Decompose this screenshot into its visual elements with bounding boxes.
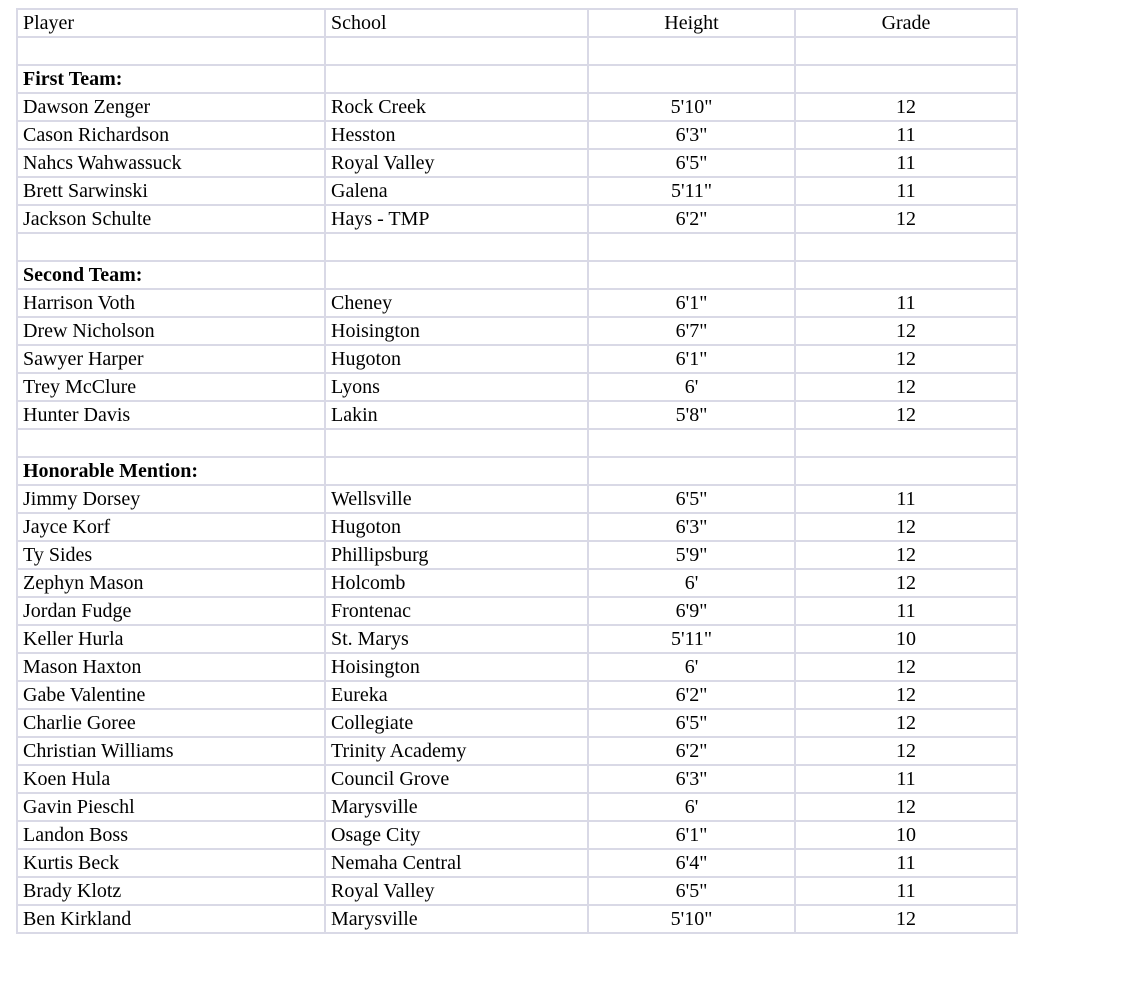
header-height: Height <box>588 9 795 37</box>
player-grade: 12 <box>795 401 1017 429</box>
school-name: St. Marys <box>325 625 588 653</box>
player-height: 5'10" <box>588 905 795 933</box>
player-grade: 10 <box>795 821 1017 849</box>
school-name: Hesston <box>325 121 588 149</box>
school-name: Collegiate <box>325 709 588 737</box>
table-row <box>17 737 1017 765</box>
player-height: 5'11" <box>588 177 795 205</box>
player-name: Dawson Zenger <box>17 93 325 121</box>
player-height: 6'2" <box>588 205 795 233</box>
player-grade: 12 <box>795 93 1017 121</box>
school-name: Council Grove <box>325 765 588 793</box>
header-school: School <box>325 9 588 37</box>
header-grade: Grade <box>795 9 1017 37</box>
school-name: Galena <box>325 177 588 205</box>
player-height: 6'5" <box>588 149 795 177</box>
player-height: 6'7" <box>588 317 795 345</box>
roster-table <box>16 8 1018 934</box>
section-title: Second Team: <box>17 261 325 289</box>
player-grade: 12 <box>795 709 1017 737</box>
player-name: Cason Richardson <box>17 121 325 149</box>
table-row <box>17 681 1017 709</box>
table-row <box>17 541 1017 569</box>
empty-cell <box>795 261 1017 289</box>
school-name: Nemaha Central <box>325 849 588 877</box>
school-name: Royal Valley <box>325 149 588 177</box>
player-name: Koen Hula <box>17 765 325 793</box>
player-grade: 12 <box>795 373 1017 401</box>
spacer-row <box>17 429 1017 457</box>
spacer-row <box>17 37 1017 65</box>
player-height: 6'3" <box>588 121 795 149</box>
empty-cell <box>588 233 795 261</box>
table-row <box>17 653 1017 681</box>
player-height: 6'1" <box>588 289 795 317</box>
player-name: Drew Nicholson <box>17 317 325 345</box>
section-title: Honorable Mention: <box>17 457 325 485</box>
school-name: Hoisington <box>325 653 588 681</box>
player-grade: 11 <box>795 177 1017 205</box>
table-row <box>17 205 1017 233</box>
player-name: Hunter Davis <box>17 401 325 429</box>
player-name: Kurtis Beck <box>17 849 325 877</box>
player-height: 6' <box>588 793 795 821</box>
section-heading-row <box>17 457 1017 485</box>
empty-cell <box>325 65 588 93</box>
header-player: Player <box>17 9 325 37</box>
player-grade: 12 <box>795 345 1017 373</box>
player-height: 5'8" <box>588 401 795 429</box>
player-height: 6'3" <box>588 513 795 541</box>
player-grade: 12 <box>795 681 1017 709</box>
school-name: Rock Creek <box>325 93 588 121</box>
player-height: 6'5" <box>588 485 795 513</box>
player-height: 6'5" <box>588 877 795 905</box>
table-row <box>17 345 1017 373</box>
player-grade: 12 <box>795 569 1017 597</box>
player-name: Brett Sarwinski <box>17 177 325 205</box>
player-grade: 11 <box>795 485 1017 513</box>
empty-cell <box>588 457 795 485</box>
player-name: Harrison Voth <box>17 289 325 317</box>
player-height: 6'9" <box>588 597 795 625</box>
player-grade: 12 <box>795 513 1017 541</box>
empty-cell <box>795 457 1017 485</box>
player-name: Jimmy Dorsey <box>17 485 325 513</box>
player-name: Ty Sides <box>17 541 325 569</box>
table-row <box>17 877 1017 905</box>
school-name: Marysville <box>325 793 588 821</box>
player-name: Landon Boss <box>17 821 325 849</box>
player-name: Brady Klotz <box>17 877 325 905</box>
player-height: 5'10" <box>588 93 795 121</box>
empty-cell <box>795 37 1017 65</box>
player-height: 6'2" <box>588 681 795 709</box>
player-name: Zephyn Mason <box>17 569 325 597</box>
table-row <box>17 149 1017 177</box>
empty-cell <box>795 233 1017 261</box>
table-row <box>17 485 1017 513</box>
school-name: Hoisington <box>325 317 588 345</box>
table-row <box>17 93 1017 121</box>
table-row <box>17 401 1017 429</box>
section-heading-row <box>17 261 1017 289</box>
player-name: Sawyer Harper <box>17 345 325 373</box>
empty-cell <box>588 429 795 457</box>
player-height: 6'1" <box>588 821 795 849</box>
empty-cell <box>325 233 588 261</box>
player-grade: 12 <box>795 793 1017 821</box>
table-row <box>17 597 1017 625</box>
empty-cell <box>795 65 1017 93</box>
table-row <box>17 373 1017 401</box>
school-name: Wellsville <box>325 485 588 513</box>
player-height: 6'1" <box>588 345 795 373</box>
player-height: 5'9" <box>588 541 795 569</box>
player-name: Gavin Pieschl <box>17 793 325 821</box>
player-name: Keller Hurla <box>17 625 325 653</box>
player-grade: 11 <box>795 121 1017 149</box>
empty-cell <box>325 37 588 65</box>
empty-cell <box>325 261 588 289</box>
player-grade: 12 <box>795 541 1017 569</box>
player-grade: 12 <box>795 737 1017 765</box>
player-name: Nahcs Wahwassuck <box>17 149 325 177</box>
section-heading-row <box>17 65 1017 93</box>
school-name: Hays - TMP <box>325 205 588 233</box>
empty-cell <box>795 429 1017 457</box>
school-name: Phillipsburg <box>325 541 588 569</box>
school-name: Lakin <box>325 401 588 429</box>
player-height: 5'11" <box>588 625 795 653</box>
player-name: Christian Williams <box>17 737 325 765</box>
table-row <box>17 821 1017 849</box>
player-grade: 11 <box>795 849 1017 877</box>
school-name: Eureka <box>325 681 588 709</box>
player-grade: 12 <box>795 653 1017 681</box>
section-title: First Team: <box>17 65 325 93</box>
table-row <box>17 765 1017 793</box>
player-grade: 11 <box>795 289 1017 317</box>
player-grade: 12 <box>795 205 1017 233</box>
player-name: Jackson Schulte <box>17 205 325 233</box>
empty-cell <box>17 37 325 65</box>
school-name: Osage City <box>325 821 588 849</box>
empty-cell <box>588 37 795 65</box>
player-height: 6'3" <box>588 765 795 793</box>
player-name: Charlie Goree <box>17 709 325 737</box>
empty-cell <box>325 457 588 485</box>
player-grade: 12 <box>795 317 1017 345</box>
school-name: Marysville <box>325 905 588 933</box>
school-name: Frontenac <box>325 597 588 625</box>
player-grade: 11 <box>795 877 1017 905</box>
header-row <box>17 9 1017 37</box>
spacer-row <box>17 233 1017 261</box>
table-row <box>17 121 1017 149</box>
player-name: Mason Haxton <box>17 653 325 681</box>
table-row <box>17 289 1017 317</box>
table-row <box>17 793 1017 821</box>
player-name: Jordan Fudge <box>17 597 325 625</box>
table-row <box>17 905 1017 933</box>
school-name: Holcomb <box>325 569 588 597</box>
school-name: Lyons <box>325 373 588 401</box>
roster-table-body <box>17 9 1017 933</box>
table-row <box>17 513 1017 541</box>
empty-cell <box>588 65 795 93</box>
player-name: Ben Kirkland <box>17 905 325 933</box>
player-height: 6'2" <box>588 737 795 765</box>
table-row <box>17 317 1017 345</box>
empty-cell <box>17 233 325 261</box>
player-height: 6' <box>588 373 795 401</box>
school-name: Royal Valley <box>325 877 588 905</box>
player-name: Trey McClure <box>17 373 325 401</box>
empty-cell <box>325 429 588 457</box>
school-name: Hugoton <box>325 345 588 373</box>
player-height: 6'5" <box>588 709 795 737</box>
empty-cell <box>588 261 795 289</box>
school-name: Trinity Academy <box>325 737 588 765</box>
table-row <box>17 177 1017 205</box>
school-name: Hugoton <box>325 513 588 541</box>
player-grade: 11 <box>795 149 1017 177</box>
player-grade: 11 <box>795 765 1017 793</box>
school-name: Cheney <box>325 289 588 317</box>
table-row <box>17 625 1017 653</box>
player-grade: 12 <box>795 905 1017 933</box>
player-height: 6' <box>588 653 795 681</box>
player-height: 6' <box>588 569 795 597</box>
player-grade: 10 <box>795 625 1017 653</box>
table-row <box>17 849 1017 877</box>
empty-cell <box>17 429 325 457</box>
player-name: Jayce Korf <box>17 513 325 541</box>
table-row <box>17 709 1017 737</box>
player-grade: 11 <box>795 597 1017 625</box>
table-row <box>17 569 1017 597</box>
player-name: Gabe Valentine <box>17 681 325 709</box>
player-height: 6'4" <box>588 849 795 877</box>
